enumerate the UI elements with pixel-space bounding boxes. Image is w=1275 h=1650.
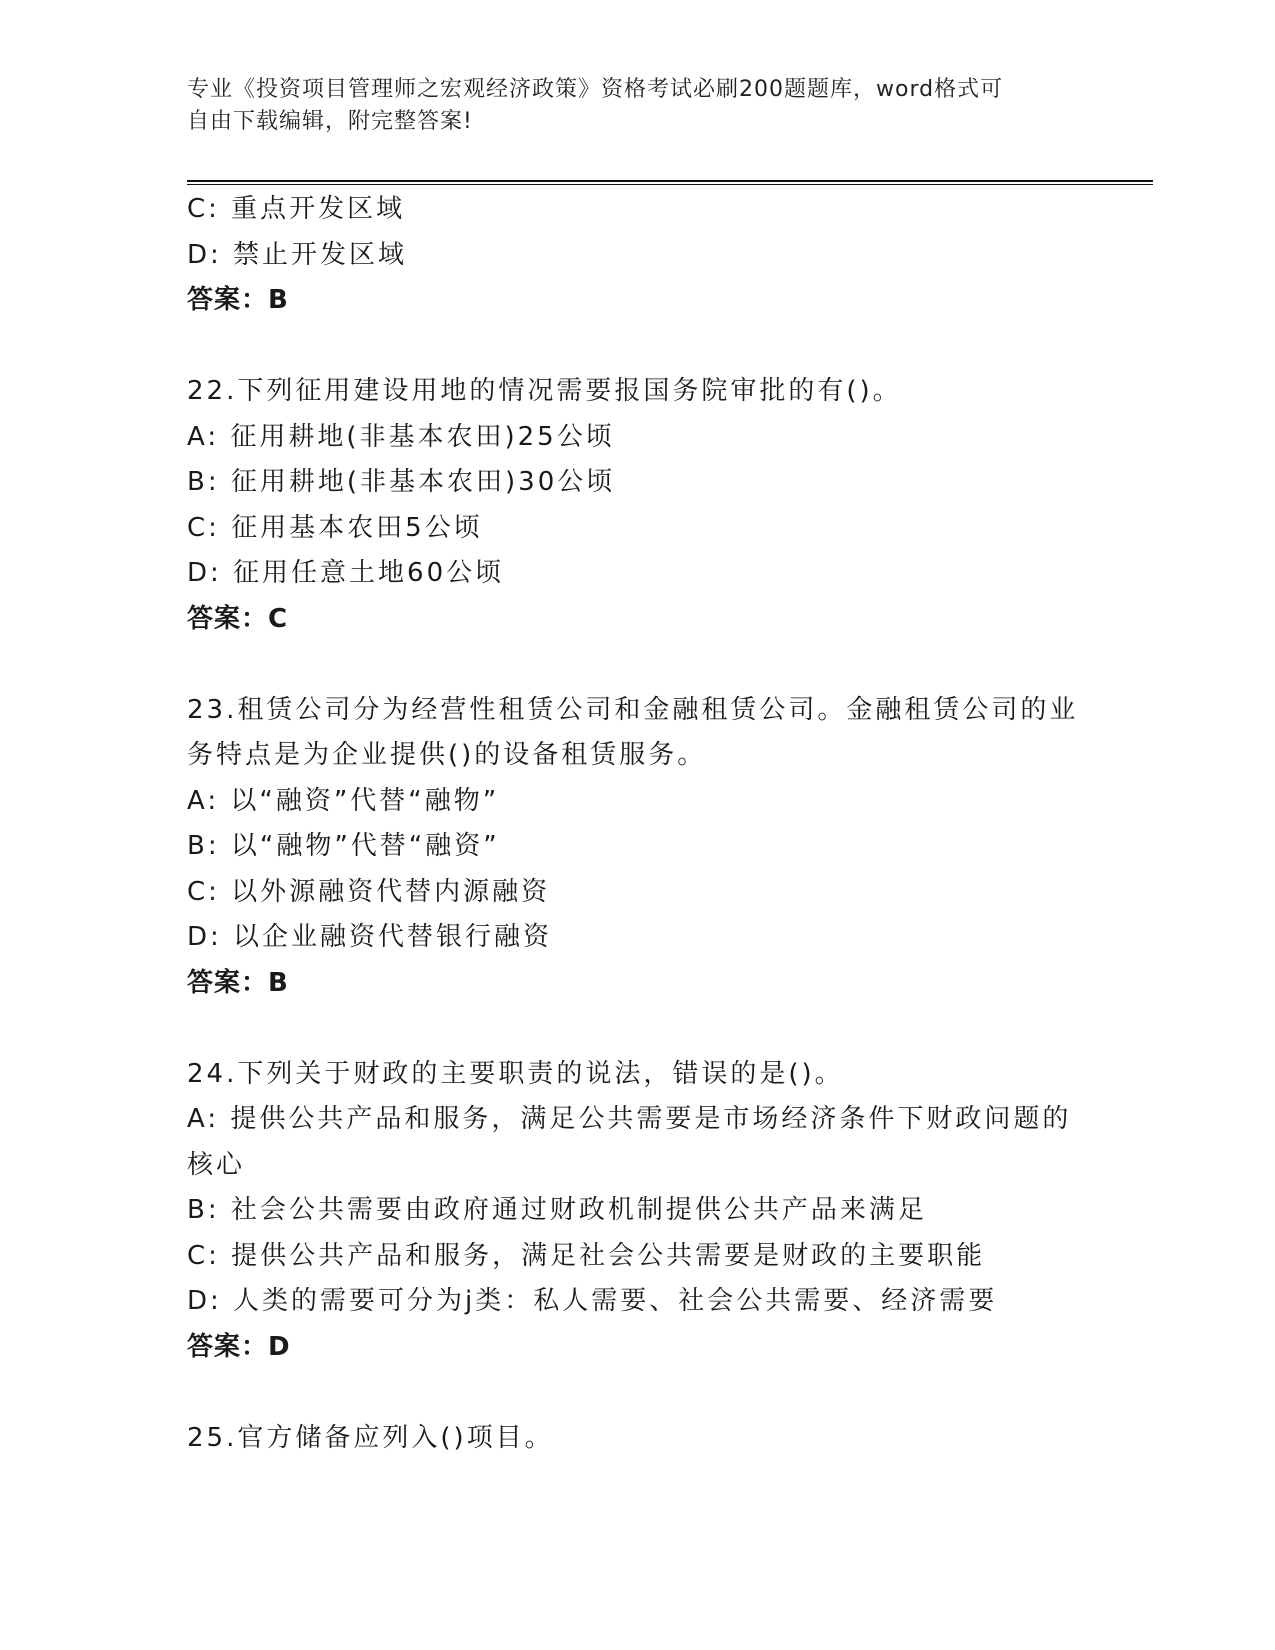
header-line-1: 专业《投资项目管理师之宏观经济政策》资格考试必刷200题题库，word格式可 [187, 77, 1004, 102]
header-rule-thick [187, 180, 1153, 182]
document-header [187, 74, 1087, 138]
prev-answer: 答案：B [187, 285, 289, 315]
q22-option-d: D: 征用任意土地60公顷 [187, 558, 505, 588]
q23-option-c: C: 以外源融资代替内源融资 [187, 876, 551, 907]
header-rule-thin [187, 184, 1153, 185]
header-line-2: 自由下载编辑，附完整答案! [187, 109, 473, 134]
q24-option-a-line-1: A: 提供公共产品和服务，满足公共需要是市场经济条件下财政问题的 [187, 1104, 1072, 1134]
prev-option-c: C: 重点开发区域 [187, 194, 406, 224]
q23-stem-line-1: 23.租赁公司分为经营性租赁公司和金融租赁公司。金融租赁公司的业 [187, 694, 1079, 725]
q23-option-d: D: 以企业融资代替银行融资 [187, 922, 553, 952]
prev-option-d: D: 禁止开发区域 [187, 239, 408, 270]
q24-answer: 答案：D [187, 1331, 291, 1362]
q23-answer: 答案：B [187, 967, 289, 998]
q24-stem: 24.下列关于财政的主要职责的说法，错误的是()。 [187, 1058, 844, 1089]
q24-option-d: D: 人类的需要可分为j类：私人需要、社会公共需要、经济需要 [187, 1286, 998, 1316]
q22-answer: 答案：C [187, 603, 289, 634]
q23-option-a: A: 以“融资”代替“融物” [187, 785, 500, 816]
q22-option-a: A: 征用耕地(非基本农田)25公顷 [187, 421, 615, 452]
spacer [187, 1370, 1087, 1416]
q25-stem: 25.官方储备应列入()项目。 [187, 1422, 554, 1453]
spacer [187, 324, 1087, 370]
spacer [187, 1006, 1087, 1052]
q24-option-b: B: 社会公共需要由政府通过财政机制提供公共产品来满足 [187, 1195, 927, 1225]
q24-option-a-line-2: 核心 [187, 1149, 246, 1180]
q22-option-c: C: 征用基本农田5公顷 [187, 512, 483, 543]
spacer [187, 642, 1087, 688]
q22-option-b: B: 征用耕地(非基本农田)30公顷 [187, 467, 616, 497]
question-content [187, 187, 1087, 1461]
q23-stem-line-2: 务特点是为企业提供()的设备租赁服务。 [187, 740, 707, 770]
q23-option-b: B: 以“融物”代替“融资” [187, 831, 500, 861]
q22-stem: 22.下列征用建设用地的情况需要报国务院审批的有()。 [187, 376, 902, 406]
q24-option-c: C: 提供公共产品和服务，满足社会公共需要是财政的主要职能 [187, 1240, 986, 1271]
